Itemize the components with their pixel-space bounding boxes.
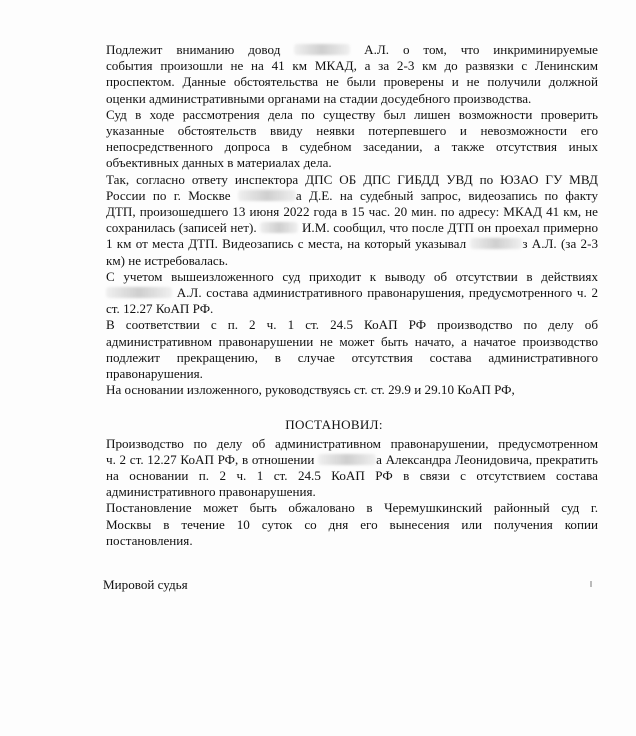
text-line: [70, 172, 598, 188]
paragraph-p5: [70, 317, 598, 382]
document-body: [70, 42, 598, 549]
paragraph-p2: [70, 107, 598, 172]
redacted-name: [318, 454, 376, 465]
text-segment: правонарушения.: [106, 366, 203, 382]
text-segment: административного правонарушения.: [106, 484, 316, 500]
text-segment: С учетом вышеизложенного суд приходит к выводу об отсутствии в действиях: [106, 268, 598, 284]
text-line: [70, 123, 598, 139]
text-segment: В соответствии с п. 2 ч. 1 ст. 24.5 КоАП РФ производство по делу об: [106, 317, 598, 333]
resolution-section: [70, 436, 598, 549]
text-line: [70, 382, 598, 398]
text-line: [70, 452, 598, 468]
paragraph-r2: [70, 500, 598, 549]
text-segment: км) не истребовалась.: [106, 252, 228, 268]
redacted-name: [106, 287, 172, 298]
text-segment: Подлежит вниманию довод: [106, 42, 295, 57]
text-segment: На основании изложенного, руководствуясь ст. ст. 29.9 и 29.10 КоАП РФ,: [106, 382, 515, 398]
text-segment: указанные обстоятельств ввиду неявки потерпевшего и невозможности его: [106, 123, 598, 139]
text-line: [70, 301, 598, 317]
text-segment: объективных данных в материалах дела.: [106, 155, 332, 171]
text-segment: события произошли не на 41 км МКАД, а за 2-3 км до развязки с Ленинским: [106, 58, 598, 74]
text-line: [70, 484, 598, 500]
text-segment: ч. 2 ст. 12.27 КоАП РФ, в отношении: [106, 451, 319, 467]
text-segment: непосредственного допроса в судебном заседании, а также отсутствия иных: [106, 139, 598, 155]
paragraph-p6: [70, 382, 598, 398]
text-line: [70, 253, 598, 269]
text-line: [70, 58, 598, 74]
text-line: [70, 350, 598, 366]
resolution-title: ПОСТАНОВИЛ:: [285, 417, 383, 433]
paragraph-r1: [70, 436, 598, 501]
text-segment: ДТП, произошедшего 13 июня 2022 года в 15 час. 20 мин. по адресу: МКАД 41 км, не: [106, 204, 598, 220]
text-segment: а Александра Леонидовича, прекратить: [376, 451, 598, 467]
text-segment: на основании п. 2 ч. 1 ст. 24.5 КоАП РФ в связи с отсутствием состава: [106, 468, 598, 484]
redacted-name: [294, 44, 350, 55]
text-segment: Постановление может быть обжаловано в Черемушкинский районный суд г.: [106, 500, 598, 516]
text-line: [70, 220, 598, 236]
text-line: [70, 468, 598, 484]
text-segment: подлежит прекращению, в случае отсутствия состава административного: [106, 349, 598, 365]
text-segment: з А.Л. (за 2-3: [522, 236, 598, 252]
text-segment: А.Л. о том, что инкриминируемые: [350, 42, 598, 57]
text-segment: А.Л. состава административного правонарушения, предусмотренного ч. 2: [172, 285, 598, 301]
text-line: [70, 91, 598, 107]
text-segment: Производство по делу об административном правонарушении, предусмотренном: [106, 435, 598, 451]
text-segment: Суд в ходе рассмотрения дела по существу был лишен возможности проверить: [106, 106, 598, 122]
text-line: [70, 74, 598, 90]
paragraph-p3: [70, 172, 598, 269]
text-line: [70, 317, 598, 333]
text-line: [70, 517, 598, 533]
text-line: [70, 334, 598, 350]
text-line: [70, 269, 598, 285]
redacted-name: [260, 222, 298, 233]
text-segment: проспектом. Данные обстоятельства не были проверены и не получили должной: [106, 74, 598, 90]
text-segment: 1 км от места ДТП. Видеозапись с места, на который указывал: [106, 236, 471, 252]
text-line: [70, 42, 598, 58]
text-segment: а Д.Е. на судебный запрос, видеозапись по факту: [295, 187, 599, 203]
signature-mark: [590, 581, 592, 587]
paragraph-p4: [70, 269, 598, 318]
text-line: [70, 155, 598, 171]
text-line: [70, 139, 598, 155]
text-segment: Москвы в течение 10 суток со дня его вынесения или получения копии: [106, 516, 598, 532]
text-line: [70, 285, 598, 301]
text-segment: ст. 12.27 КоАП РФ.: [106, 301, 214, 317]
signature-label: Мировой судья: [103, 577, 188, 592]
text-segment: постановления.: [106, 532, 193, 548]
text-line: [70, 236, 598, 252]
reasoning-section: [70, 42, 598, 398]
text-segment: сохранилась (записей нет).: [106, 220, 261, 236]
text-line: [70, 533, 598, 549]
text-line: [70, 204, 598, 220]
text-line: [70, 366, 598, 382]
text-line: [70, 107, 598, 123]
text-segment: оценки административными органами на стадии досудебного производства.: [106, 90, 532, 106]
text-segment: Так, согласно ответу инспектора ДПС ОБ ДПС ГИБДД УВД по ЮЗАО ГУ МВД: [106, 171, 598, 187]
paragraph-p1: [70, 42, 598, 107]
redacted-name: [470, 238, 522, 249]
text-segment: России по г. Москве: [106, 187, 238, 203]
text-line: [70, 500, 598, 516]
text-segment: И.М. сообщил, что после ДТП он проехал примерно: [298, 220, 598, 236]
text-line: [70, 436, 598, 452]
text-segment: административном правонарушении не может быть начато, а начатое производство: [106, 333, 598, 349]
redacted-name: [238, 190, 296, 201]
text-line: [70, 188, 598, 204]
